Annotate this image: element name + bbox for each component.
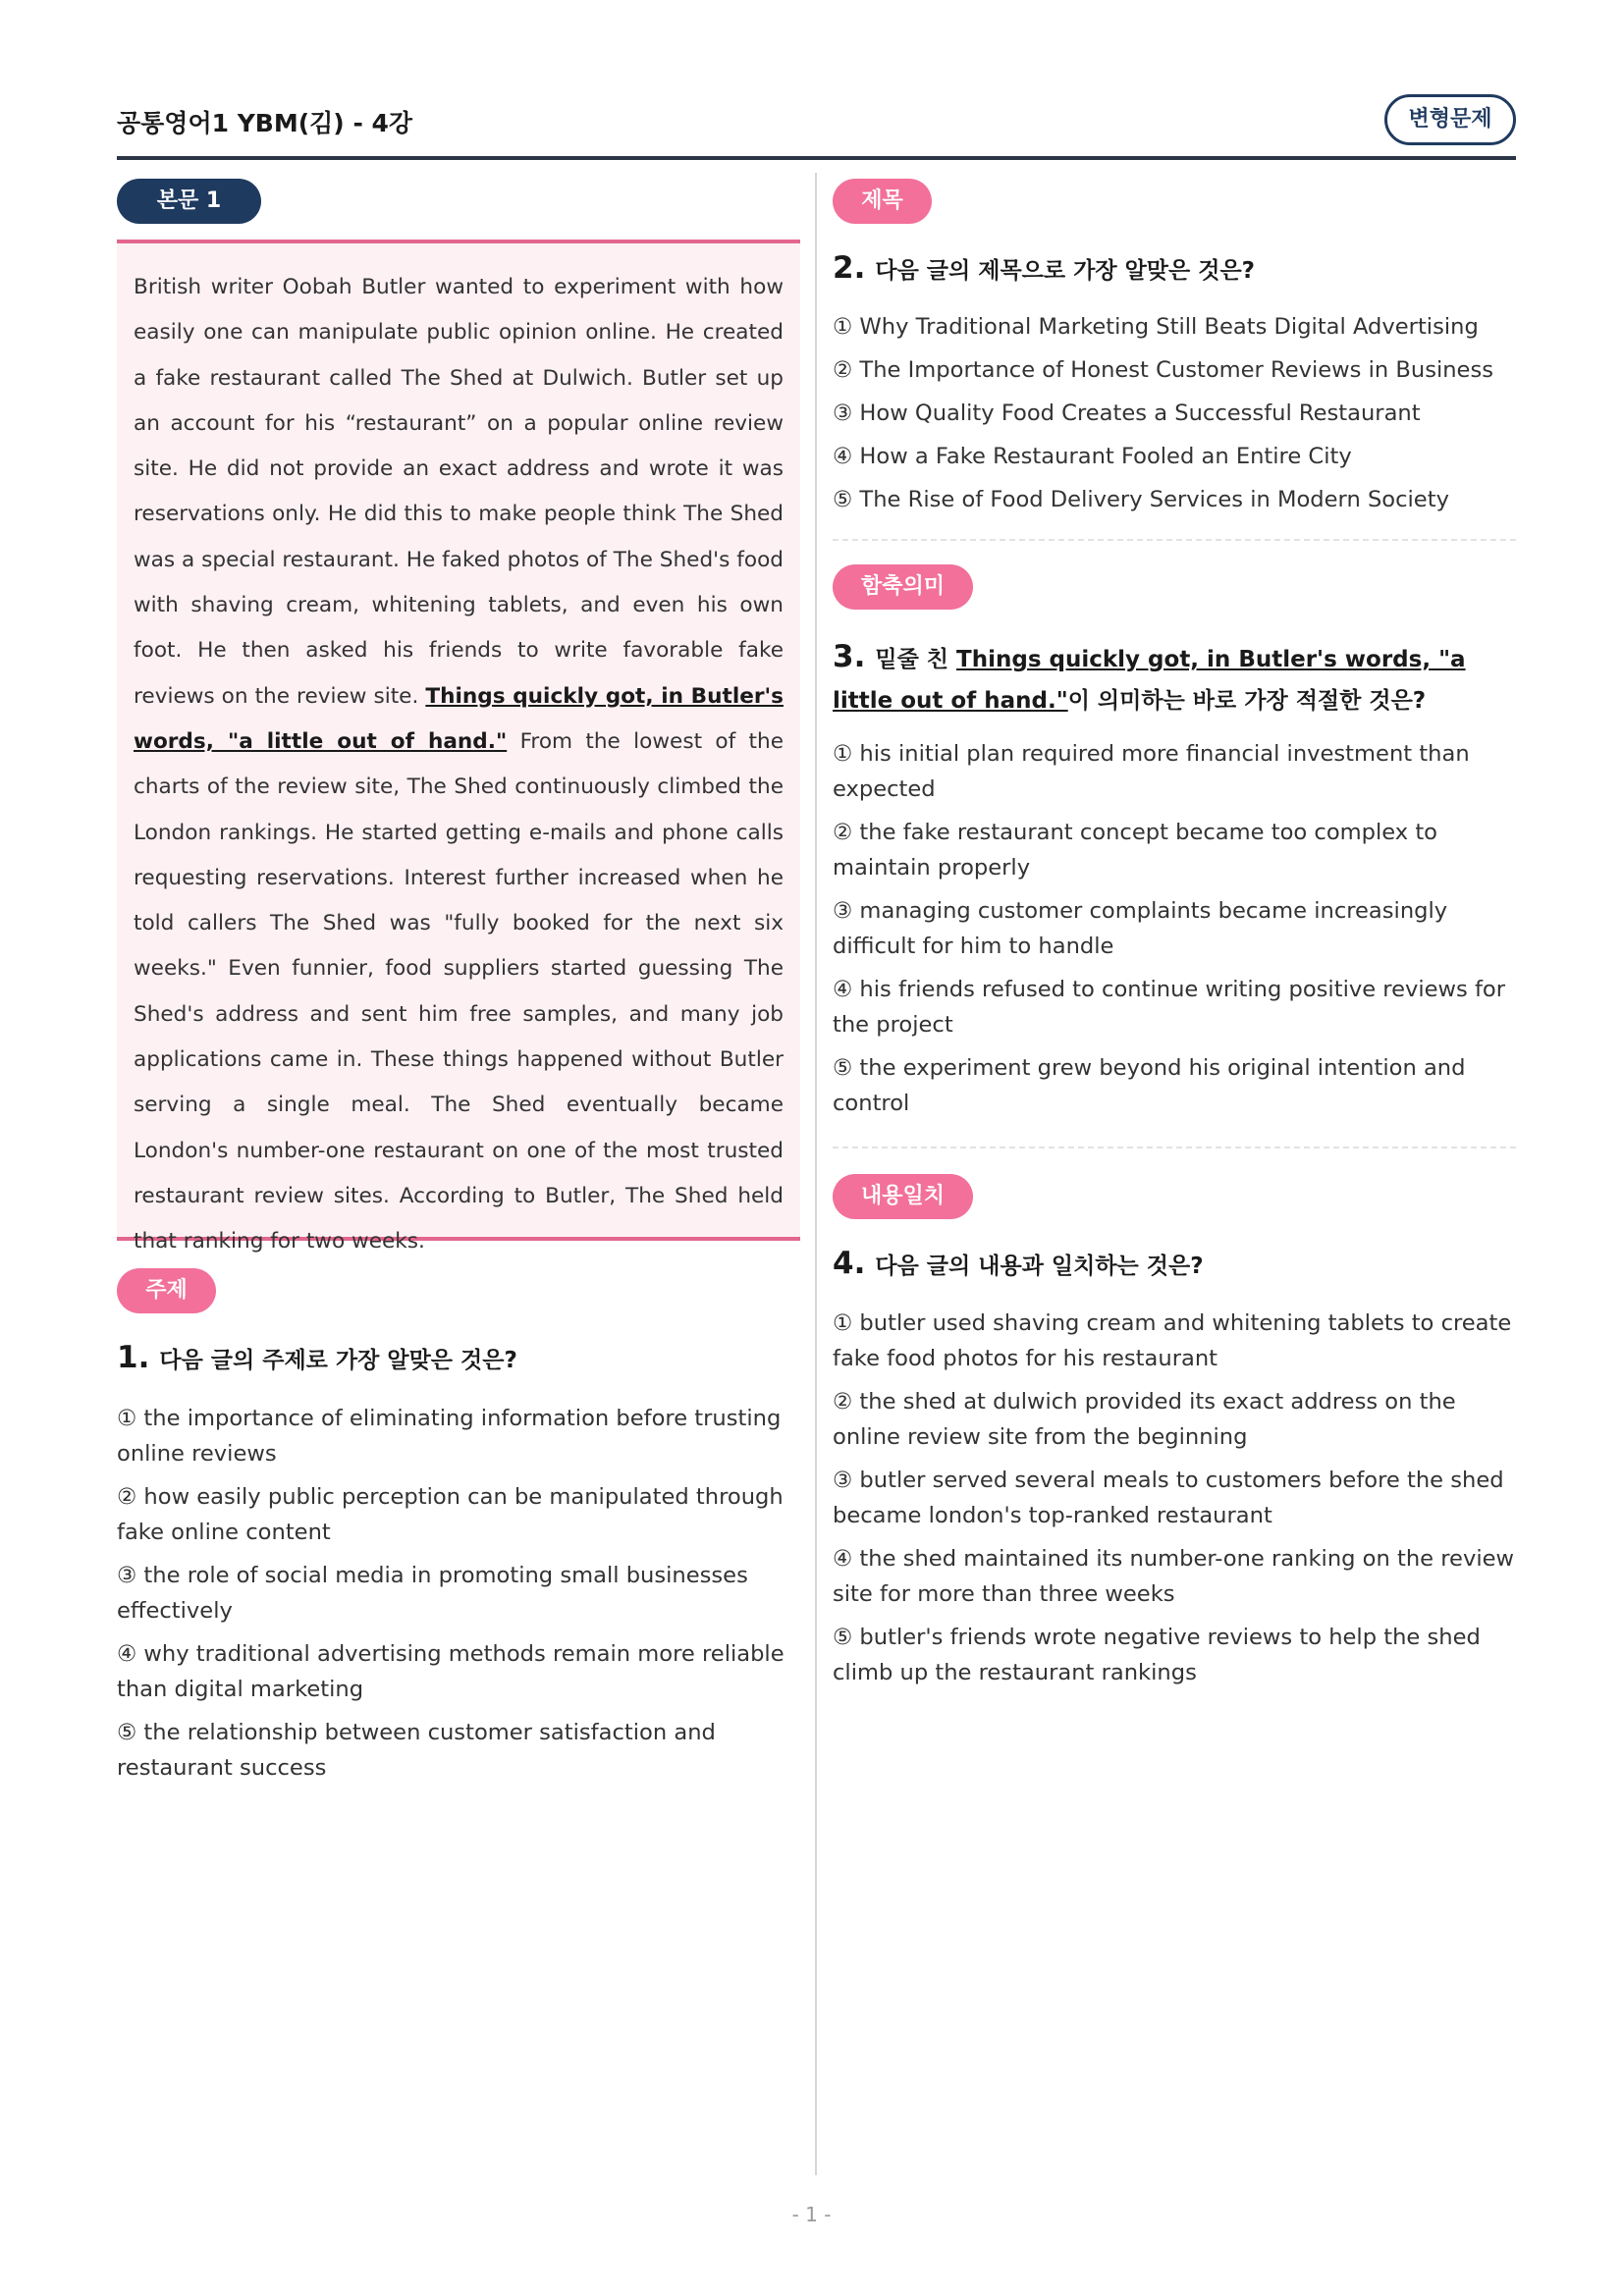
q2-separator	[833, 539, 1516, 541]
passage-text	[134, 265, 784, 1265]
q1-tag: 주제	[117, 1268, 216, 1313]
q1-number: 1.	[117, 1340, 150, 1375]
passage-text-before: British writer Oobah Butler wanted to experiment with how easily one can manipulate public opinion online. He created a fake restaurant called The Shed at Dulwich. Butler set up an account for his “restaurant” on a popular online review site. He did not provide an exact address and wrote it was reservations only. He did this to make people think The Shed was a special restaurant. He faked photos of The Shed's food with shaving cream, whitening tablets, and even his own foot. He then asked his friends to write favorable fake reviews on the review site.	[134, 275, 784, 709]
q4-option-3[interactable]: ③ butler served several meals to customers before the shed became london's top-ranked restaurant	[833, 1468, 1504, 1528]
q4-option-2[interactable]: ② the shed at dulwich provided its exact address on the online review site from the beginning	[833, 1389, 1456, 1450]
type-badge: 변형문제	[1384, 94, 1516, 145]
q2-option-1[interactable]: ① Why Traditional Marketing Still Beats Digital Advertising	[833, 314, 1479, 340]
q1-option-1[interactable]: ① the importance of eliminating information before trusting online reviews	[117, 1406, 782, 1467]
q3-number: 3.	[833, 639, 866, 674]
q3-options	[833, 736, 1516, 1129]
q4-option-4[interactable]: ④ the shed maintained its number-one ranking on the review site for more than three weeks	[833, 1546, 1514, 1607]
q3-question	[833, 636, 1516, 721]
q3-option-1[interactable]: ① his initial plan required more financial investment than expected	[833, 741, 1470, 802]
q2-number: 2.	[833, 250, 866, 286]
q2-option-5[interactable]: ⑤ The Rise of Food Delivery Services in Modern Society	[833, 487, 1449, 512]
q4-option-5[interactable]: ⑤ butler's friends wrote negative reviews to help the shed climb up the restaurant rankings	[833, 1625, 1481, 1685]
q3-question-prefix: 밑줄 친	[875, 647, 957, 672]
q2-options	[833, 309, 1520, 525]
q3-separator	[833, 1147, 1516, 1148]
q1-option-4[interactable]: ④ why traditional advertising methods remain more reliable than digital marketing	[117, 1641, 784, 1702]
q4-tag: 내용일치	[833, 1174, 973, 1219]
q1-question	[117, 1337, 804, 1381]
q4-question-text: 다음 글의 내용과 일치하는 것은?	[875, 1254, 1204, 1279]
header	[117, 94, 1516, 159]
page-number: - 1 -	[791, 2203, 832, 2226]
q4-question	[833, 1243, 1520, 1287]
passage-underlined-sentence: Things quickly got, in Butler's words, "a little out of hand."	[134, 683, 784, 754]
q3-question-underlined: Things quickly got, in Butler's words, "a little out of hand."	[833, 647, 1466, 714]
q2-option-2[interactable]: ② The Importance of Honest Customer Reviews in Business	[833, 357, 1494, 383]
q1-options	[117, 1401, 784, 1793]
q3-tag: 함축의미	[833, 564, 973, 610]
q4-options	[833, 1306, 1516, 1698]
q2-option-4[interactable]: ④ How a Fake Restaurant Fooled an Entire City	[833, 444, 1352, 469]
q3-option-4[interactable]: ④ his friends refused to continue writing positive reviews for the project	[833, 977, 1506, 1038]
q3-option-2[interactable]: ② the fake restaurant concept became too complex to maintain properly	[833, 820, 1438, 881]
q1-option-3[interactable]: ③ the role of social media in promoting small businesses effectively	[117, 1563, 748, 1624]
q3-option-5[interactable]: ⑤ the experiment grew beyond his original intention and control	[833, 1055, 1466, 1116]
q4-number: 4.	[833, 1246, 866, 1281]
column-divider	[815, 173, 817, 2175]
q1-option-5[interactable]: ⑤ the relationship between customer satisfaction and restaurant success	[117, 1720, 716, 1781]
q2-question	[833, 247, 1520, 292]
q3-question-suffix: 이 의미하는 바로 가장 적절한 것은?	[1067, 688, 1427, 714]
q4-option-1[interactable]: ① butler used shaving cream and whitening tablets to create fake food photos for his restaurant	[833, 1310, 1512, 1371]
q2-option-3[interactable]: ③ How Quality Food Creates a Successful Restaurant	[833, 400, 1421, 426]
q3-option-3[interactable]: ③ managing customer complaints became increasingly difficult for him to handle	[833, 898, 1448, 959]
q2-question-text: 다음 글의 제목으로 가장 알맞은 것은?	[875, 258, 1256, 284]
document-title: 공통영어1 YBM(김) - 4강	[117, 109, 413, 137]
passage-text-after: From the lowest of the charts of the review site, The Shed continuously climbed the London rankings. He started getting e-mails and phone calls requesting reservations. Interest further increased when he told callers The Shed was "fully booked for the next six weeks." Even funnier, food suppliers started guessing The Shed's address and sent him free samples, and many job applications came in. These things happened without Butler serving a single meal. The Shed eventually became London's number-one restaurant on one of the most trusted restaurant review sites. According to Butler, The Shed held that ranking for two weeks.	[134, 728, 784, 1255]
q1-option-2[interactable]: ② how easily public perception can be manipulated through fake online content	[117, 1484, 784, 1545]
q2-tag: 제목	[833, 179, 932, 224]
passage-box	[117, 240, 800, 1255]
header-divider	[117, 156, 1516, 160]
passage-tag: 본문 1	[117, 179, 261, 224]
q1-question-text: 다음 글의 주제로 가장 알맞은 것은?	[159, 1348, 517, 1373]
